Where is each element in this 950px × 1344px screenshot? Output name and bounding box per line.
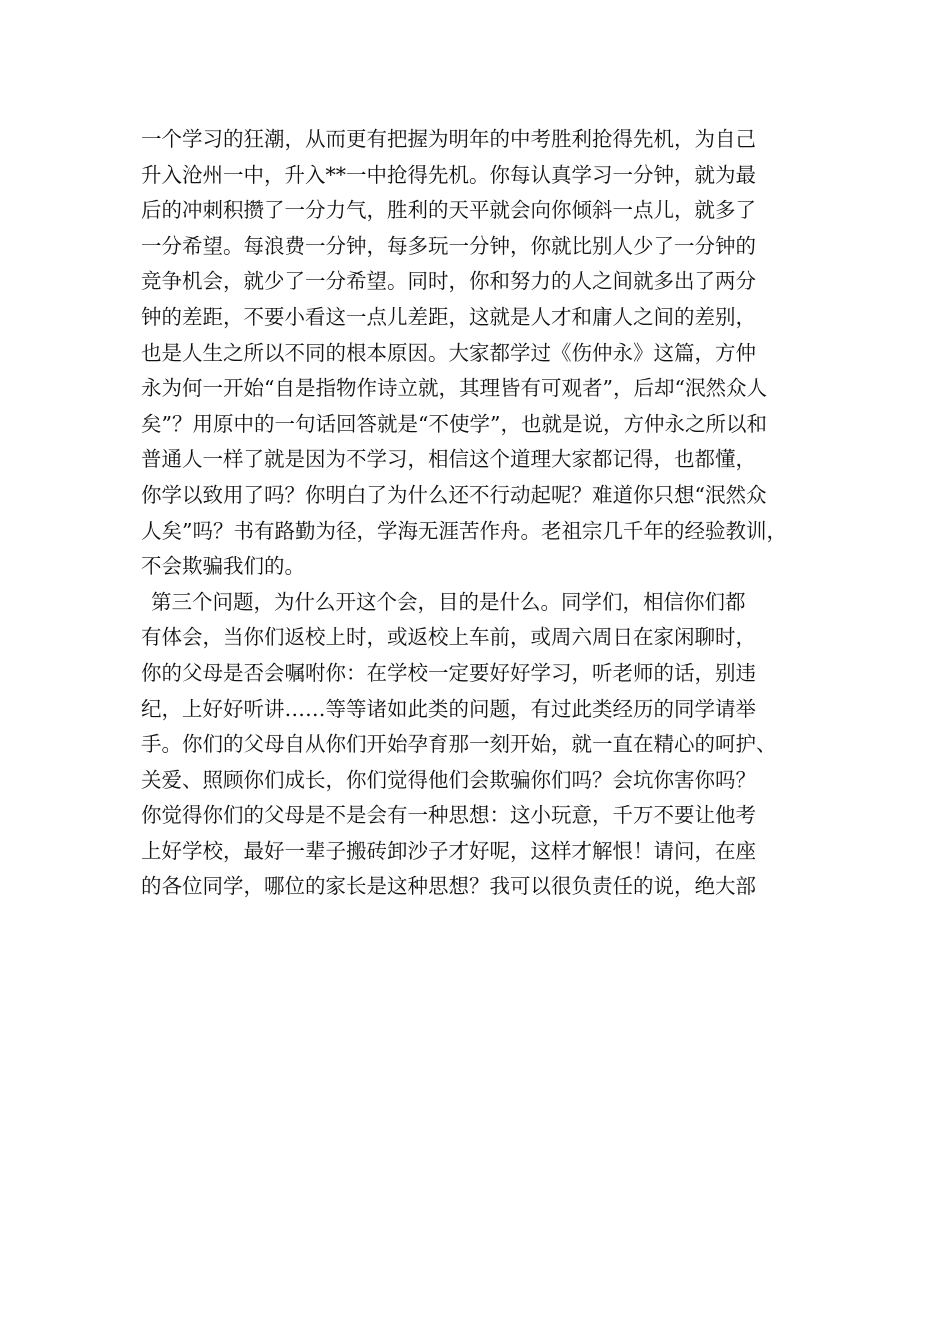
- document-body: [141, 122, 841, 905]
- text-line: 一分希望。每浪费一分钟，每多玩一分钟，你就比别人少了一分钟的: [141, 233, 756, 258]
- text-line: 永为何一开始“自是指物作诗立就，其理皆有可观者”，后却“泯然众人: [141, 376, 767, 401]
- text-line: 你的父母是否会嘱咐你：在学校一定要好好学习，听老师的话，别违: [141, 660, 756, 685]
- text-line: 一个学习的狂潮，从而更有把握为明年的中考胜利抢得先机，为自己: [141, 127, 756, 151]
- text-line: 你学以致用了吗？你明白了为什么还不行动起呢？难道你只想“泯然众: [141, 482, 767, 507]
- text-line: 的各位同学，哪位的家长是这种思想？我可以很负责任的说，绝大部: [141, 874, 756, 899]
- text-line: 普通人一样了就是因为不学习，相信这个道理大家都记得，也都懂，: [141, 447, 756, 472]
- text-line: 有体会，当你们返校上时，或返校上车前，或周六周日在家闲聊时，: [141, 625, 756, 650]
- text-line: 关爱、照顾你们成长，你们觉得他们会欺骗你们吗？会坑你害你吗？: [141, 767, 756, 792]
- text-line: 你觉得你们的父母是不是会有一种思想：这小玩意，千万不要让他考: [141, 803, 756, 828]
- text-line: 纪，上好好听讲……等等诸如此类的问题，有过此类经历的同学请举: [141, 696, 756, 721]
- text-line: 人矣”吗？书有路勤为径，学海无涯苦作舟。老祖宗几千年的经验教训，: [141, 518, 787, 543]
- text-line: 不会欺骗我们的。: [141, 554, 305, 579]
- text-line: 竞争机会，就少了一分希望。同时，你和努力的人之间就多出了两分: [141, 269, 756, 294]
- text-line: 手。你们的父母自从你们开始孕育那一刻开始，就一直在精心的呵护、: [141, 732, 777, 757]
- text-line: 升入沧州一中，升入**一中抢得先机。你每认真学习一分钟，就为最: [141, 162, 756, 187]
- text-line: 钟的差距，不要小看这一点儿差距，这就是人才和庸人之间的差别，: [141, 304, 756, 329]
- paragraph-start-line: 第三个问题，为什么开这个会，目的是什么。同学们，相信你们都: [151, 589, 746, 614]
- text-line: 上好学校，最好一辈子搬砖卸沙子才好呢，这样才解恨！请问，在座: [141, 838, 756, 863]
- text-line: 矣”？用原中的一句话回答就是“不使学”，也就是说，方仲永之所以和: [141, 411, 767, 436]
- text-line: 后的冲刺积攒了一分力气，胜利的天平就会向你倾斜一点儿，就多了: [141, 198, 756, 223]
- text-line: 也是人生之所以不同的根本原因。大家都学过《伤仲永》这篇，方仲: [141, 340, 756, 365]
